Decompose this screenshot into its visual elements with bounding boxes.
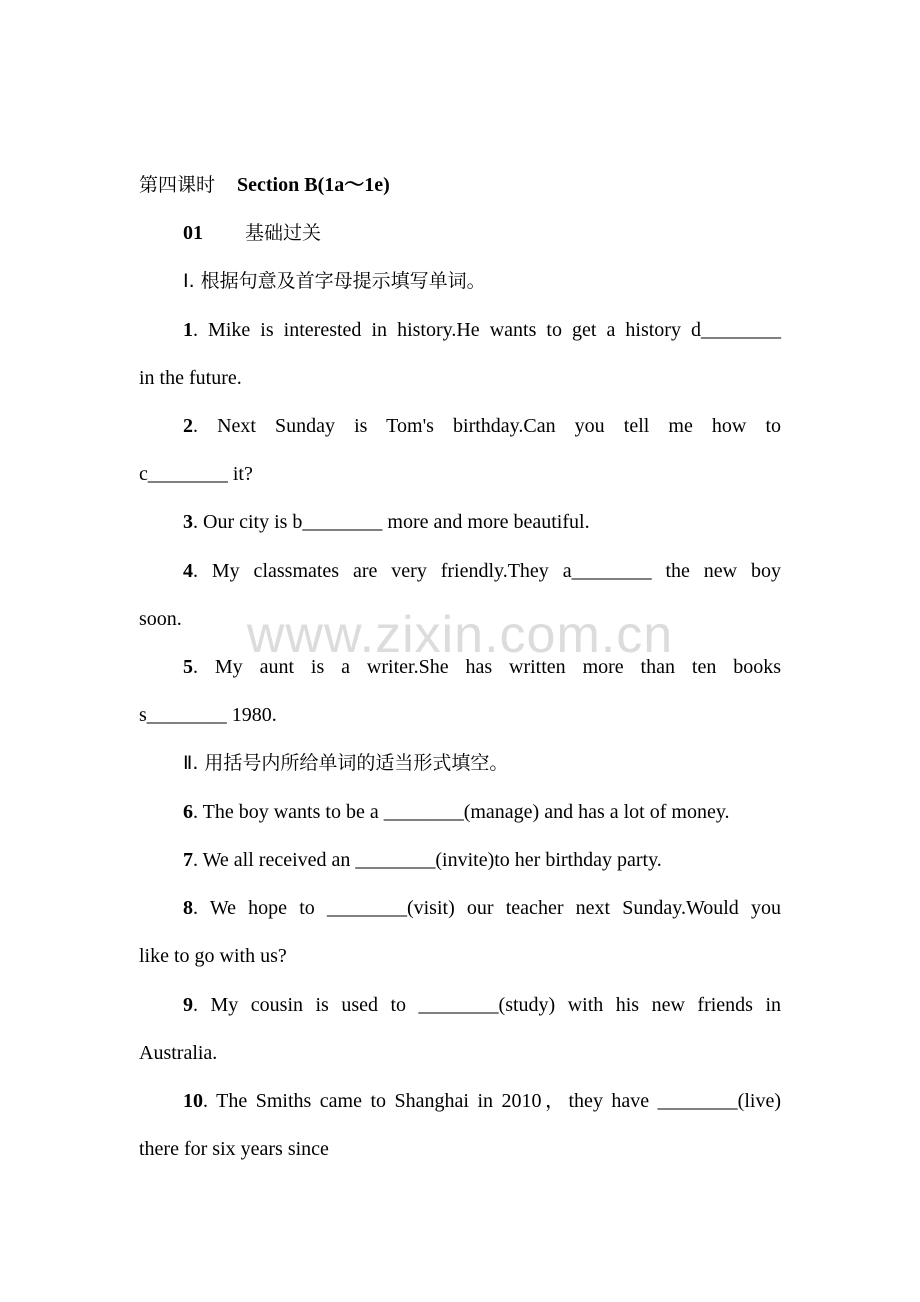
question-2-text: . Next Sunday is Tom's birthday.Can you tell me how to <box>193 415 781 437</box>
question-7-line1 <box>183 846 781 874</box>
part2-title: Ⅱ. 用括号内所给单词的适当形式填空。 <box>183 752 509 774</box>
question-5-text: . My aunt is a writer.She has written more than ten books <box>193 656 781 678</box>
question-1-line2: in the future. <box>139 367 242 389</box>
question-8-line1 <box>183 894 781 922</box>
question-6-number: 6 <box>183 801 193 823</box>
question-10-line2: there for six years since <box>139 1138 329 1160</box>
question-1-line1 <box>183 316 781 344</box>
question-8-number: 8 <box>183 897 193 919</box>
section-label: Section B(1a～1e) <box>237 174 390 196</box>
question-4-text: . My classmates are very friendly.They a________ the new boy <box>193 560 781 582</box>
question-8-text: . We hope to ________(visit) our teacher next Sunday.Would you <box>193 897 781 919</box>
page-title <box>139 171 781 199</box>
part1-title: Ⅰ. 根据句意及首字母提示填写单词。 <box>183 270 486 292</box>
level-title: 基础过关 <box>245 222 322 244</box>
question-2-line2: c________ it? <box>139 463 253 485</box>
question-3-number: 3 <box>183 511 193 533</box>
question-9-number: 9 <box>183 994 193 1016</box>
question-7-text: . We all received an ________(invite)to her birthday party. <box>193 849 662 871</box>
question-6-text: . The boy wants to be a ________(manage) and has a lot of money. <box>193 801 730 823</box>
watermark: www.zixin.com.cn <box>246 606 674 664</box>
question-4-number: 4 <box>183 560 193 582</box>
question-4-line2: soon. <box>139 608 182 630</box>
question-9-line1 <box>183 991 781 1019</box>
question-7-number: 7 <box>183 849 193 871</box>
question-10-number: 10 <box>183 1090 203 1112</box>
level-number: 01 <box>183 222 203 244</box>
lesson-label: 第四课时 <box>139 174 216 196</box>
question-10-line1 <box>183 1087 781 1115</box>
question-5-line2: s________ 1980. <box>139 704 277 726</box>
question-4-line1 <box>183 557 781 585</box>
question-8-line2: like to go with us? <box>139 945 287 967</box>
question-9-line2: Australia. <box>139 1042 218 1064</box>
question-1-text: . Mike is interested in history.He wants to get a history d________ <box>193 319 781 341</box>
question-10-text: . The Smiths came to Shanghai in 2010，they have ________(live) <box>203 1090 781 1112</box>
question-1-number: 1 <box>183 319 193 341</box>
level-heading <box>183 219 781 247</box>
question-6-line1 <box>183 798 781 826</box>
question-3-text: . Our city is b________ more and more beautiful. <box>193 511 590 533</box>
question-5-number: 5 <box>183 656 193 678</box>
question-9-text: . My cousin is used to ________(study) with his new friends in <box>193 994 781 1016</box>
question-2-number: 2 <box>183 415 193 437</box>
question-3-line1 <box>183 508 781 536</box>
question-2-line1 <box>183 412 781 440</box>
